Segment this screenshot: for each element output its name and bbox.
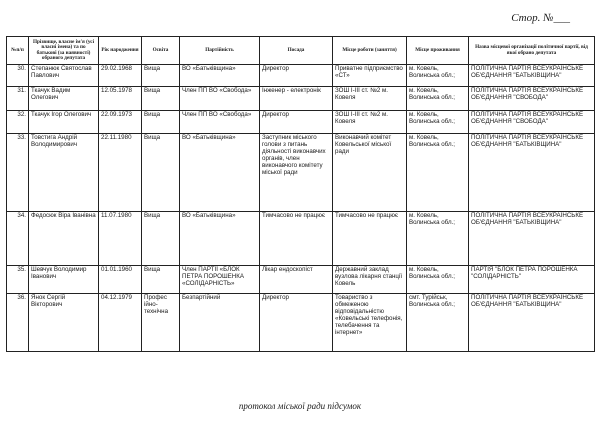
- table-row: [7, 87, 595, 111]
- education: Вища: [142, 266, 180, 294]
- deputies-table: [6, 36, 595, 352]
- deputy-name: Федосюк Віра Іванівна: [29, 212, 99, 266]
- deputy-name: Степанюк Святослав Павлович: [29, 65, 99, 87]
- nominating-party: ПОЛІТИЧНА ПАРТІЯ ВСЕУКРАЇНСЬКЕ ОБ'ЄДНАННЯ "БАТЬКІВЩИНА": [469, 212, 595, 266]
- birth-date: 22.11.1980: [99, 134, 142, 212]
- residence: м. Ковель, Волинська обл.;: [407, 266, 469, 294]
- table-row: [7, 294, 595, 352]
- nominating-party: ПОЛІТИЧНА ПАРТІЯ ВСЕУКРАЇНСЬКЕ ОБ'ЄДНАННЯ "БАТЬКІВЩИНА": [469, 65, 595, 87]
- party-membership: Безпартійний: [180, 294, 260, 352]
- table-row: [7, 212, 595, 266]
- party-membership: ВО «Батьківщина»: [180, 134, 260, 212]
- row-number: 32.: [7, 111, 29, 134]
- column-header: Рік народження: [99, 37, 142, 65]
- row-number: 33.: [7, 134, 29, 212]
- deputy-name: Шевчук Володимир Іванович: [29, 266, 99, 294]
- residence: м. Ковель, Волинська обл.;: [407, 87, 469, 111]
- education: Вища: [142, 134, 180, 212]
- deputy-name: Янок Сергій Вікторович: [29, 294, 99, 352]
- column-header: Місце проживання: [407, 37, 469, 65]
- workplace: ЗОШ І-ІІІ ст. №2 м. Ковеля: [333, 87, 407, 111]
- nominating-party: ПОЛІТИЧНА ПАРТІЯ ВСЕУКРАЇНСЬКЕ ОБ'ЄДНАННЯ "СВОБОДА": [469, 111, 595, 134]
- workplace: ЗОШ І-ІІІ ст. №2 м. Ковеля: [333, 111, 407, 134]
- row-number: 36.: [7, 294, 29, 352]
- party-membership: ВО «Батьківщина»: [180, 65, 260, 87]
- residence: смт. Турійськ, Волинська обл.;: [407, 294, 469, 352]
- deputy-name: Ткачук Вадим Олегович: [29, 87, 99, 111]
- nominating-party: ПОЛІТИЧНА ПАРТІЯ ВСЕУКРАЇНСЬКЕ ОБ'ЄДНАННЯ "БАТЬКІВЩИНА": [469, 294, 595, 352]
- birth-date: 29.02.1968: [99, 65, 142, 87]
- job-position: Директор: [260, 65, 333, 87]
- row-number: 30.: [7, 65, 29, 87]
- workplace: Виконавчий комітет Ковельської міської ради: [333, 134, 407, 212]
- education: Вища: [142, 87, 180, 111]
- column-header: Місце роботи (заняття): [333, 37, 407, 65]
- column-header: Партійність: [180, 37, 260, 65]
- column-header: №п/п: [7, 37, 29, 65]
- table-row: [7, 266, 595, 294]
- row-number: 31.: [7, 87, 29, 111]
- residence: м. Ковель, Волинська обл.;: [407, 65, 469, 87]
- column-header: Освіта: [142, 37, 180, 65]
- education: Вища: [142, 65, 180, 87]
- deputy-name: Ткачук Ігор Олегович: [29, 111, 99, 134]
- table-row: [7, 111, 595, 134]
- deputy-name: Товстига Андрій Володимирович: [29, 134, 99, 212]
- education: Вища: [142, 212, 180, 266]
- workplace: Приватне підприємство «СТ»: [333, 65, 407, 87]
- column-header: Прізвище, власне ім'я (усі власні імена) та по батькові (за наявності) обраного депутата: [29, 37, 99, 65]
- row-number: 34.: [7, 212, 29, 266]
- column-header: Посада: [260, 37, 333, 65]
- table-row: [7, 65, 595, 87]
- residence: м. Ковель, Волинська обл.;: [407, 134, 469, 212]
- birth-date: 11.07.1980: [99, 212, 142, 266]
- party-membership: Член ПП ВО «Свобода»: [180, 111, 260, 134]
- table-row: [7, 134, 595, 212]
- job-position: Заступник міського голови з питань діяльності виконавчих органів, член виконавчого комітету міської ради: [260, 134, 333, 212]
- party-membership: Член ПП ВО «Свобода»: [180, 87, 260, 111]
- workplace: Товариство з обмеженою відповідальністю «Ковельські телефонія, телебачення та інтернет»: [333, 294, 407, 352]
- birth-date: 01.01.1960: [99, 266, 142, 294]
- workplace: Тимчасово не працює: [333, 212, 407, 266]
- row-number: 35.: [7, 266, 29, 294]
- job-position: Інженер - електронік: [260, 87, 333, 111]
- table-header-row: [7, 37, 595, 65]
- residence: м. Ковель, Волинська обл.;: [407, 111, 469, 134]
- party-membership: Член ПАРТІЇ «БЛОК ПЕТРА ПОРОШЕНКА «СОЛІДАРНІСТЬ»: [180, 266, 260, 294]
- footer-handwritten-note: протокол міської ради підсумок: [238, 401, 362, 411]
- party-membership: ВО «Батьківщина»: [180, 212, 260, 266]
- nominating-party: ПАРТІЯ "БЛОК ПЕТРА ПОРОШЕНКА "СОЛІДАРНІСТЬ": [469, 266, 595, 294]
- job-position: Тимчасово не працює: [260, 212, 333, 266]
- birth-date: 12.05.1978: [99, 87, 142, 111]
- residence: м. Ковель, Волинська обл.;: [407, 212, 469, 266]
- job-position: Лікар ендоскопіст: [260, 266, 333, 294]
- workplace: Державний заклад вузлова лікарня станції Ковель: [333, 266, 407, 294]
- page-number-label: Стор. №___: [511, 12, 570, 24]
- education: Профес ійно-технічна: [142, 294, 180, 352]
- nominating-party: ПОЛІТИЧНА ПАРТІЯ ВСЕУКРАЇНСЬКЕ ОБ'ЄДНАННЯ "СВОБОДА": [469, 87, 595, 111]
- birth-date: 22.09.1973: [99, 111, 142, 134]
- birth-date: 04.12.1979: [99, 294, 142, 352]
- education: Вища: [142, 111, 180, 134]
- nominating-party: ПОЛІТИЧНА ПАРТІЯ ВСЕУКРАЇНСЬКЕ ОБ'ЄДНАННЯ "БАТЬКІВЩИНА": [469, 134, 595, 212]
- job-position: Директор: [260, 111, 333, 134]
- job-position: Директор: [260, 294, 333, 352]
- column-header: Назва місцевої організації політичної партії, від якої обрано депутата: [469, 37, 595, 65]
